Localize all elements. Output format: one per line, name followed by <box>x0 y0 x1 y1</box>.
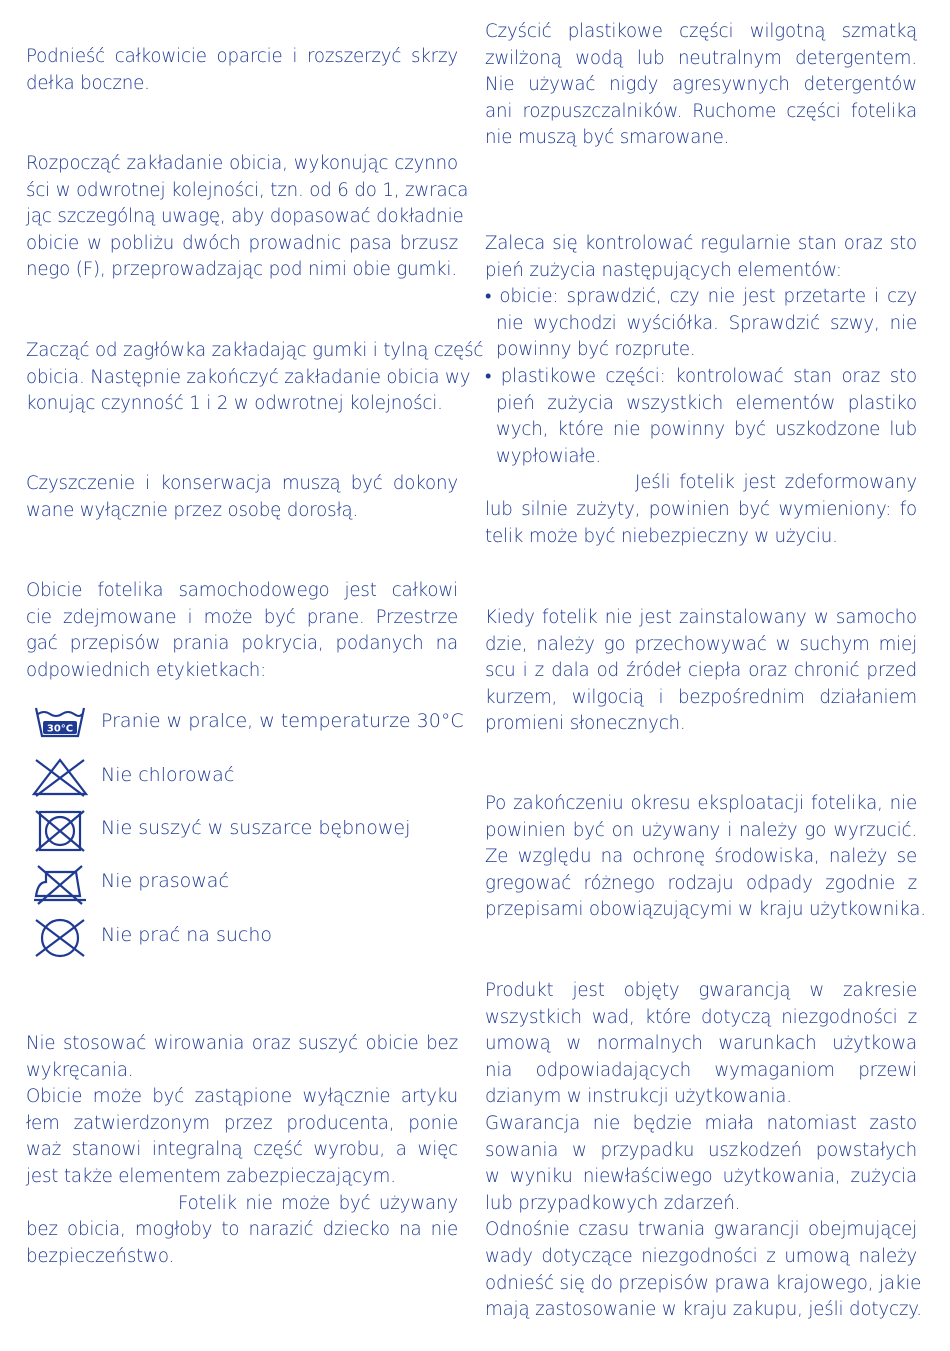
text-line: obicia. Następnie zakończyć zakładanie obicia wy <box>26 366 471 388</box>
text-line: pień zużycia wszystkich elementów plastiko <box>496 392 917 414</box>
text-line: sowania w przypadku uszkodzeń powstałych <box>485 1139 917 1161</box>
care-row-wash <box>26 702 466 746</box>
fit-cover-paragraph <box>26 151 469 284</box>
care-label: Nie suszyć w suszarce bębnowej <box>101 817 411 839</box>
warranty-paragraph <box>485 978 922 1324</box>
care-row-no-bleach <box>26 756 466 800</box>
text-line: Zacząć od zagłówka zakładając gumki i tylną część <box>26 340 484 361</box>
text-line: Czyszczenie i konserwacja muszą być dokony <box>26 473 458 494</box>
text-line: Rozpocząć zakładanie obicia, wykonując czynno <box>26 153 458 174</box>
text-line: dełka boczne. <box>26 72 150 94</box>
text-line: konując czynność 1 i 2 w odwrotnej kolejności. <box>26 393 443 415</box>
text-line: bezpieczeństwo. <box>26 1245 175 1267</box>
text-line: nie wychodzi wyściółka. Sprawdzić szwy, nie <box>496 312 917 334</box>
text-line: powinien być on używany i należy go wyrzucić. <box>485 819 917 841</box>
text-line: cie zdejmowane i może być prane. Przestrze <box>26 606 458 628</box>
cleaning-adult-paragraph <box>26 471 458 524</box>
text-line: Produkt jest objęty gwarancją w zakresie <box>485 980 917 1001</box>
no-tumble-dry-icon <box>30 809 90 853</box>
text-line: zwilżoną wodą lub neutralnym detergentem. <box>485 47 917 69</box>
no-bleach-icon <box>30 756 90 800</box>
text-line: Obicie może być zastąpione wyłącznie artyku <box>26 1086 458 1108</box>
care-row-no-dry-clean <box>26 916 466 960</box>
text-line: ści w odwrotnej kolejności, tzn. od 6 do 1, zwraca <box>26 179 469 201</box>
text-line: w wyniku niewłaściwego użytkowania, zużycia <box>485 1166 917 1188</box>
text-line: wykręcania. <box>26 1059 134 1081</box>
care-label: Nie prasować <box>101 870 229 892</box>
text-line: wady dotyczące niezgodności z umową należy <box>485 1245 917 1267</box>
text-line: odpowiednich etykietkach: <box>26 659 267 681</box>
wash-temp-badge: 30°C <box>46 723 74 735</box>
storage-paragraph <box>485 605 917 738</box>
text-line: Jeśli fotelik jest zdeformowany <box>635 472 917 494</box>
text-line: kurzem, wilgocią i bezpośrednim działaniem <box>485 686 917 708</box>
text-line: lub silnie zużyty, powinien być wymieniony: fo <box>485 498 917 520</box>
care-label: Nie chlorować <box>101 764 235 786</box>
text-line: Podnieść całkowicie oparcie i rozszerzyć skrzy <box>26 46 458 67</box>
text-line: obicie w pobliżu dwóch prowadnic pasa brzusz <box>26 232 458 254</box>
bullet-item: • obicie: sprawdzić, czy nie jest przetarte i czy <box>485 286 917 308</box>
text-line: Nie stosować wirowania oraz suszyć obicie bez <box>26 1033 458 1054</box>
text-line: wane wyłącznie przez osobę dorosłą. <box>26 499 359 521</box>
text-line: wypłowiałe. <box>496 445 602 467</box>
text-line: Gwarancja nie będzie miała natomiast zasto <box>485 1112 917 1134</box>
raise-backrest-paragraph <box>26 44 458 97</box>
no-dry-clean-icon <box>30 916 90 960</box>
text-line: przepisami obowiązującymi w kraju użytkownika. <box>485 899 926 921</box>
disposal-paragraph <box>485 791 926 924</box>
no-spin-paragraph <box>26 1031 458 1270</box>
care-label: Pranie w pralce, w temperaturze 30°C <box>101 710 464 732</box>
washable-cover-paragraph <box>26 578 458 684</box>
text-line: pień zużycia następujących elementów: <box>485 259 842 281</box>
text-line: wych, które nie powinny być uszkodzone lub <box>496 419 917 441</box>
clean-plastic-paragraph <box>485 19 917 152</box>
text-line: umową w normalnych warunkach użytkowa <box>485 1033 917 1055</box>
text-line: Czyścić plastikowe części wilgotną szmatką <box>485 21 917 42</box>
text-line: Fotelik nie może być używany <box>178 1192 458 1214</box>
text-line: Nie używać nigdy agresywnych detergentów <box>485 74 917 96</box>
text-line: łem zatwierdzonym przez producenta, ponie <box>26 1112 458 1134</box>
care-row-no-iron <box>26 862 466 906</box>
text-line: nego (F), przeprowadzając pod nimi obie gumki. <box>26 259 457 281</box>
care-row-no-tumble-dry <box>26 809 466 853</box>
text-line: gregować różnego rodzaju odpady zgodnie z <box>485 872 917 894</box>
text-line: wszystkich wad, które dotyczą niezgodności z <box>485 1006 917 1028</box>
text-line: waż stanowi integralną część wyrobu, a więc <box>26 1139 458 1161</box>
inspect-wear-paragraph <box>485 231 917 550</box>
text-line: jest także elementem zabezpieczającym. <box>26 1165 396 1187</box>
text-line: mają zastosowanie w kraju zakupu, jeśli dotyczy. <box>485 1299 922 1321</box>
no-iron-icon <box>30 862 90 906</box>
text-line: ani rozpuszczalników. Ruchome części fotelika <box>485 100 917 122</box>
text-line: telik może być niebezpieczny w użyciu. <box>485 525 838 547</box>
headrest-paragraph <box>26 338 484 418</box>
text-line: gać przepisów prania pokrycia, podanych na <box>26 633 458 655</box>
text-line: odnieść się do przepisów prawa krajowego, jakie <box>485 1272 922 1294</box>
text-line: Po zakończeniu okresu eksploatacji fotelika, nie <box>485 793 917 814</box>
text-line: Zaleca się kontrolować regularnie stan oraz sto <box>485 233 917 254</box>
text-line: lub przypadkowych zdarzeń. <box>485 1192 741 1214</box>
text-line: jąc szczególną uwagę, aby dopasować dokładnie <box>26 206 464 228</box>
bullet-item: • plastikowe części: kontrolować stan oraz sto <box>485 365 917 387</box>
text-line: scu i z dala od źródeł ciepła oraz chronić przed <box>485 660 917 682</box>
care-label: Nie prać na sucho <box>101 924 272 946</box>
wash-30-icon <box>30 702 90 746</box>
text-line: Kiedy fotelik nie jest zainstalowany w samocho <box>485 607 917 628</box>
text-line: nia odpowiadających wymaganiom przewi <box>485 1059 917 1081</box>
text-line: powinny być rozprute. <box>496 339 696 361</box>
text-line: Ze względu na ochronę środowiska, należy se <box>485 846 917 868</box>
text-line: dzianym w instrukcji użytkowania. <box>485 1086 792 1108</box>
text-line: bez obicia, mogłoby to narazić dziecko na nie <box>26 1219 458 1241</box>
text-line: nie muszą być smarowane. <box>485 127 730 149</box>
text-line: promieni słonecznych. <box>485 713 686 735</box>
text-line: Odnośnie czasu trwania gwarancji obejmującej <box>485 1219 917 1241</box>
text-line: dzie, należy go przechowywać w suchym miej <box>485 633 917 655</box>
text-line: Obicie fotelika samochodowego jest całkowi <box>26 580 458 601</box>
